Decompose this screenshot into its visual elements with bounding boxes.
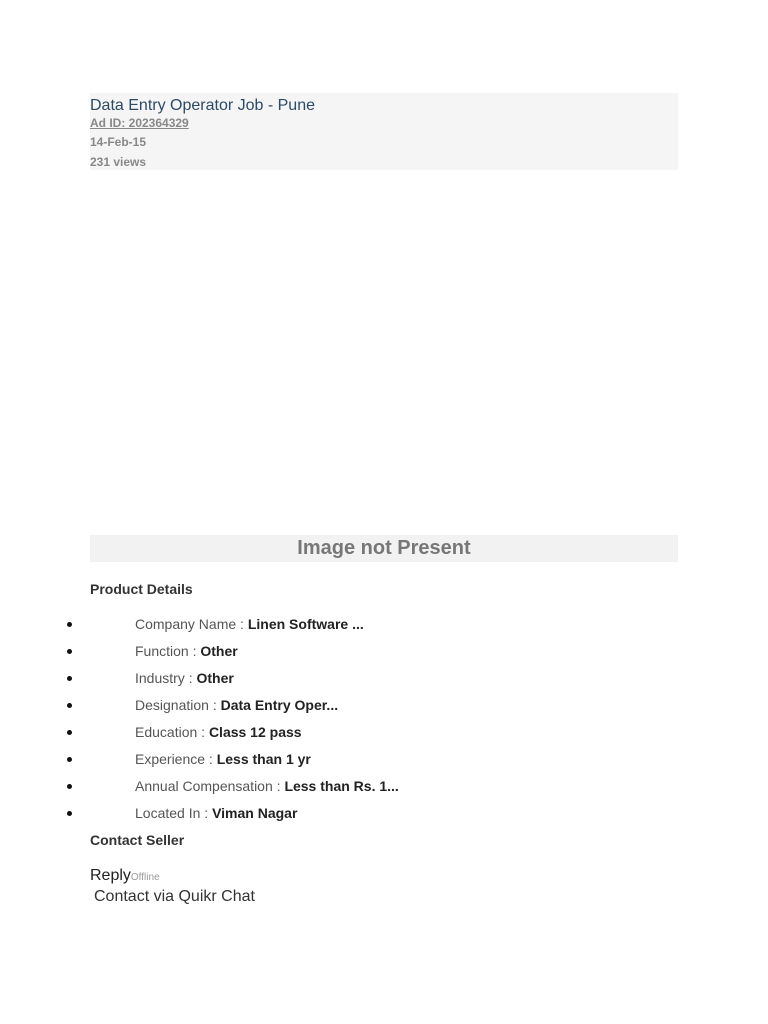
ad-views-count: 231 views — [90, 155, 147, 169]
bullet-icon — [67, 649, 72, 654]
detail-value: Less than Rs. 1... — [284, 778, 399, 794]
detail-value: Viman Nagar — [212, 805, 298, 821]
detail-label: Experience : — [135, 751, 217, 767]
bullet-icon — [67, 757, 72, 762]
detail-value: Class 12 pass — [208, 724, 302, 740]
detail-label: Company Name : — [135, 616, 248, 632]
seller-status-badge: Offline — [130, 872, 160, 883]
detail-value: Other — [200, 643, 238, 659]
bullet-icon — [67, 676, 72, 681]
bullet-icon — [67, 784, 72, 789]
bullet-icon — [67, 703, 72, 708]
detail-label: Industry : — [135, 670, 197, 686]
detail-value: Data Entry Oper... — [220, 697, 339, 713]
detail-label: Function : — [135, 643, 201, 659]
detail-label: Designation : — [135, 697, 221, 713]
ad-id-link[interactable]: Ad ID: 202364329 — [90, 116, 189, 130]
reply-row — [90, 866, 160, 888]
detail-value: Linen Software ... — [247, 616, 364, 632]
detail-value: Other — [196, 670, 234, 686]
detail-label: Located In : — [135, 805, 213, 821]
ad-date: 14-Feb-15 — [90, 135, 147, 149]
reply-link[interactable]: Reply — [90, 867, 131, 884]
detail-value: Less than 1 yr — [216, 751, 311, 767]
ad-title: Data Entry Operator Job - Pune — [90, 97, 315, 114]
product-details-heading: Product Details — [90, 581, 193, 597]
bullet-icon — [67, 730, 72, 735]
image-placeholder: Image not Present — [90, 535, 678, 562]
detail-label: Education : — [135, 724, 209, 740]
contact-via-chat-link[interactable]: Contact via Quikr Chat — [94, 888, 255, 905]
contact-seller-heading: Contact Seller — [90, 832, 185, 848]
detail-label: Annual Compensation : — [135, 778, 285, 794]
bullet-icon — [67, 622, 72, 627]
bullet-icon — [67, 811, 72, 816]
